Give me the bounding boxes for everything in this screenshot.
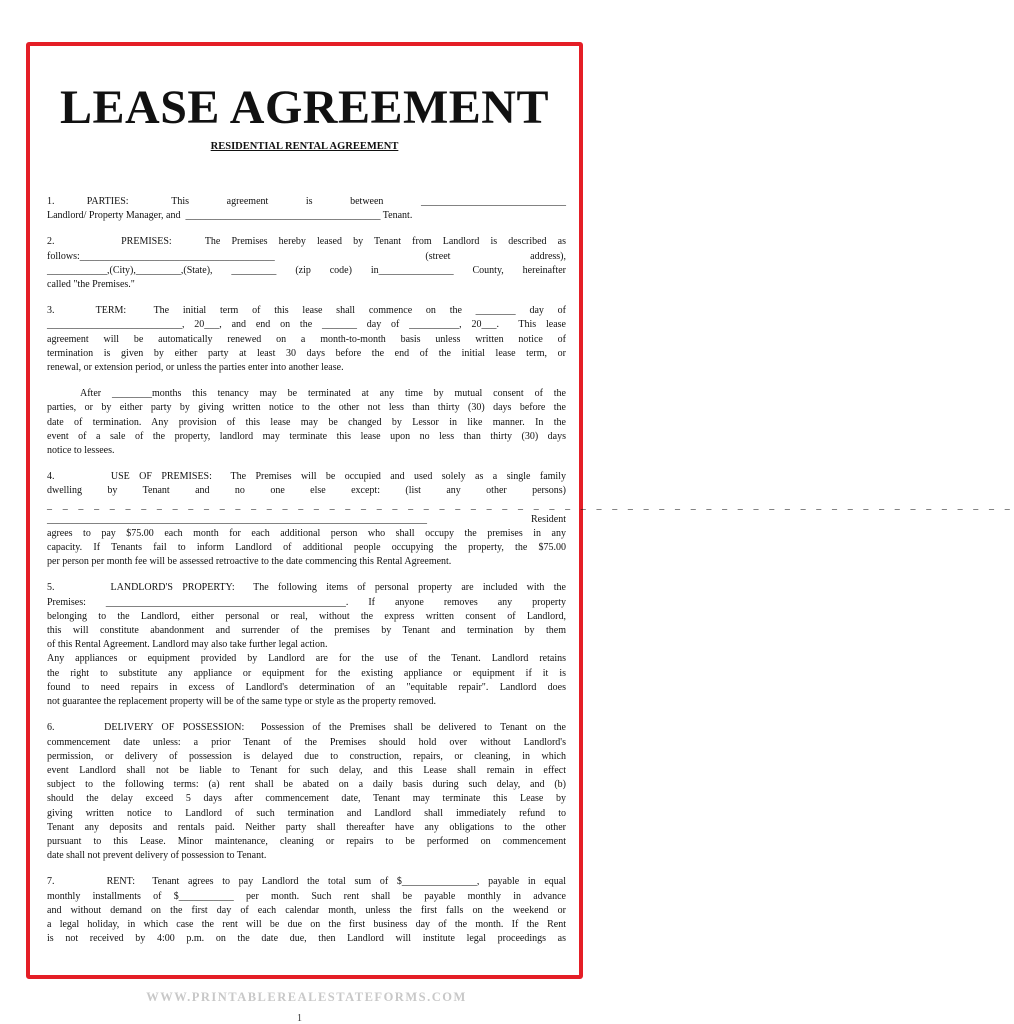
- website-watermark: WWW.PRINTABLEREALESTATEFORMS.COM: [146, 990, 467, 1004]
- section-line: a legal holiday, in which case the rent will be due on the first business day of the month. If the Rent: [47, 918, 566, 930]
- section-line: 5. LANDLORD'S PROPERTY: The following items of personal property are included with the: [47, 582, 566, 594]
- section-line: agreement will be automatically renewed on a month-to-month basis unless written notice of: [47, 333, 566, 345]
- section-line: 1. PARTIES: This agreement is between _____________________________: [47, 196, 566, 207]
- section-line: termination is given by either party at least 30 days before the end of the initial lease term, or: [47, 347, 566, 359]
- section-line: dwelling by Tenant and no one else except: (list any other persons): [47, 485, 566, 497]
- section-line: belonging to the Landlord, either personal or real, without the express written consent of Landlord,: [47, 610, 566, 622]
- section-line: 3. TERM: The initial term of this lease shall commence on the ________ day of: [47, 305, 566, 317]
- resident-word: Resident: [531, 513, 566, 525]
- section-line: notice to lessees.: [47, 445, 115, 457]
- section-line: called "the Premises.": [47, 279, 135, 291]
- section-line: the right to substitute any appliance or equipment for the existing appliance or equipment if it is: [47, 667, 566, 679]
- section-line: Tenant any deposits and rentals paid. Neither party shall thereafter have any obligations to the other: [47, 821, 566, 833]
- section-line: subject to the following terms: (a) rent shall be abated on a daily basis during such delay, and (b): [47, 779, 566, 791]
- section-rent: [47, 875, 566, 946]
- section-line: 6. DELIVERY OF POSSESSION: Possession of the Premises shall be delivered to Tenant on the: [47, 722, 566, 734]
- section-line: date of termination. Any provision of this lease may be changed by Lessor in like manner. In the: [47, 416, 566, 428]
- section-line: After ________months this tenancy may be terminated at any time by mutual consent of the: [80, 388, 566, 400]
- section-line: capacity. If Tenants fail to inform Landlord of additional people occupying the property, the $75.00: [47, 542, 566, 554]
- page-number: 1: [297, 1013, 302, 1024]
- resident-blank: ____________________________________________________________________________: [47, 513, 427, 525]
- section-use-of-premises: [47, 470, 1014, 569]
- section-line: permission, or delivery of possession is delayed due to construction, repairs, or cleaning, in which: [47, 750, 566, 762]
- section-line: ____________,(City),_________,(State), _________ (zip code) in_______________ County, hereinafter: [47, 264, 566, 276]
- section-delivery-of-possession: [47, 721, 566, 863]
- section-line: not guarantee the replacement property will be of the same type or style as the property removed.: [47, 696, 437, 708]
- document-title: LEASE AGREEMENT: [60, 81, 549, 134]
- section-line: found to need repairs in excess of Landlord's determination of an "equitable repair". Landlord does: [47, 681, 566, 693]
- section-line: pursuant to this Lease. Minor maintenance, cleaning or repairs to be performed on commencement: [47, 835, 566, 847]
- section-line: per person per month fee will be assessed retroactive to the date commencing this Rental Agreement.: [47, 556, 452, 568]
- section-term: [47, 304, 566, 375]
- resident-line: [47, 513, 566, 527]
- section-line: Premises: ________________________________________________. If anyone removes any property: [47, 596, 566, 608]
- section-line: parties, or by either party by giving written notice to the other not less than thirty (30) days before the: [47, 402, 566, 414]
- section-line: 4. USE OF PREMISES: The Premises will be occupied and used solely as a single family: [47, 471, 566, 483]
- section-line: 2. PREMISES: The Premises hereby leased by Tenant from Landlord is described as: [47, 236, 566, 248]
- section-line: of this Rental Agreement. Landlord may also take further legal action.: [47, 639, 328, 651]
- section-line: and without demand on the first day of each calendar month, unless the first falls on the weekend or: [47, 904, 566, 916]
- section-line: renewal, or extension period, or unless the parties enter into another lease.: [47, 362, 344, 374]
- section-line: event of a sale of the property, landlord may terminate this lease upon no less than thirty (30) days: [47, 430, 566, 442]
- section-line: 7. RENT: Tenant agrees to pay Landlord the total sum of $_______________, payable in equal: [47, 876, 566, 888]
- section-landlords-property: [47, 581, 566, 709]
- section-line: follows:_______________________________________ (street address),: [47, 250, 566, 262]
- agreement-body: [47, 195, 1014, 958]
- section-term-termination: [47, 387, 566, 458]
- section-line: this will constitute abandonment and surrender of the premises by Tenant and termination by them: [47, 625, 566, 637]
- document-subtitle: RESIDENTIAL RENTAL AGREEMENT: [210, 141, 399, 152]
- section-line: is not received by 4:00 p.m. on the date due, then Landlord will institute legal proceedings as: [47, 933, 566, 945]
- section-line: event Landlord shall not be liable to Tenant for such delay, and this Lease shall remain in effect: [47, 764, 566, 776]
- dashed-blank-line: _ _ _ _ _ _ _ _ _ _ _ _ _ _ _ _ _ _ _ _ _ _ _ _ _ _ _ _ _ _ _ _ _ _ _ _ _ _ _ _ _ _ _ _ _ _ _ _ _ _ _ _ _ _ _ _ _ _ _ _ _ _: [47, 499, 1014, 511]
- section-line: commencement date unless: a prior Tenant of the Premises should hold over without Landlord's: [47, 736, 566, 748]
- section-line: Any appliances or equipment provided by Landlord are for the use of the Tenant. Landlord retains: [47, 653, 566, 665]
- section-line: giving written notice to Landlord of such termination and Landlord shall immediately refund to: [47, 807, 566, 819]
- section-line: agrees to pay $75.00 each month for each additional person who shall occupy the premises in any: [47, 527, 566, 539]
- section-parties: [47, 195, 566, 223]
- section-premises: [47, 235, 566, 292]
- section-line: date shall not prevent delivery of possession to Tenant.: [47, 850, 267, 862]
- document-frame: [26, 42, 1014, 979]
- section-line: should the delay exceed 5 days after commencement date, Tenant may terminate this Lease by: [47, 793, 566, 805]
- section-line: Landlord/ Property Manager, and _______________________________________ Tenant.: [47, 210, 413, 222]
- section-line: ___________________________, 20___, and end on the _______ day of __________, 20___. This lease: [47, 319, 566, 331]
- section-line: monthly installments of $___________ per month. Such rent shall be payable monthly in advance: [47, 890, 566, 902]
